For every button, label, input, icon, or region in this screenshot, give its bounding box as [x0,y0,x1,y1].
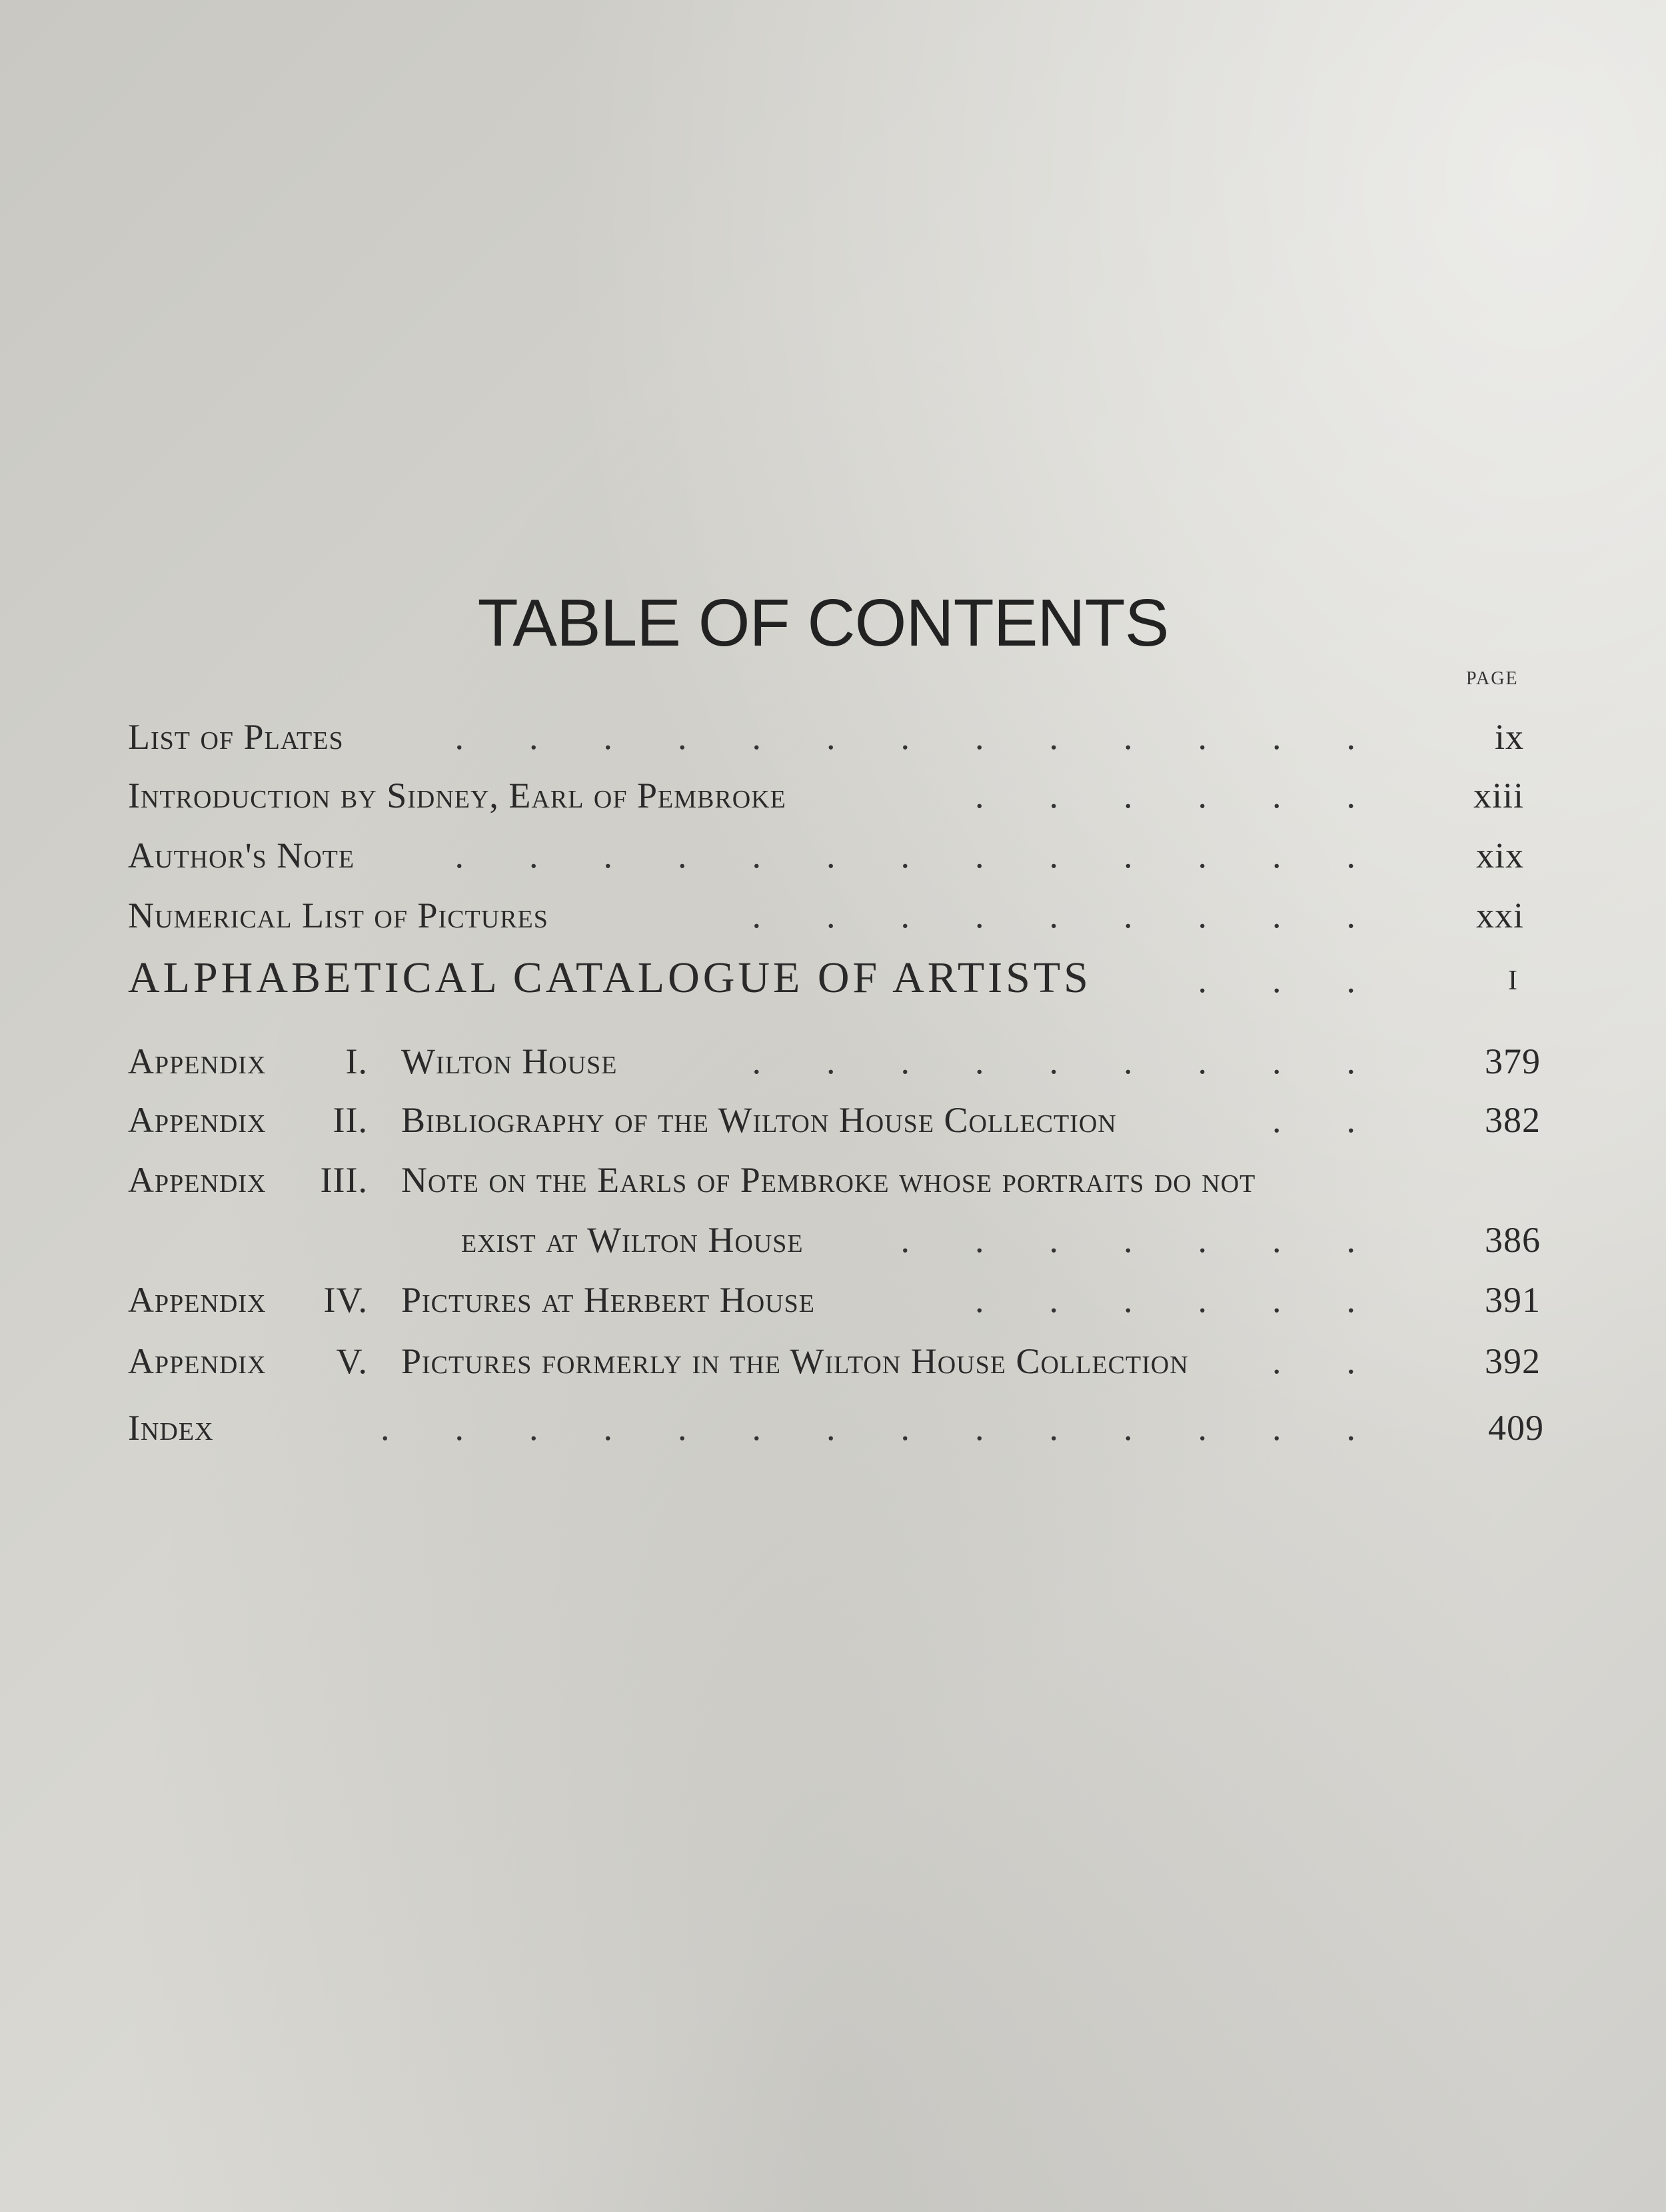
appendix-prefix: Appendix [128,1041,267,1081]
toc-entry-page: ix [1494,717,1524,757]
toc-entry-label: Author's Note [128,835,355,875]
toc-entry-page: 392 [1485,1341,1541,1381]
toc-appendix-i[interactable] [128,1041,1541,1094]
toc-entry-numerical-list[interactable] [128,895,1541,948]
appendix-title: Bibliography of the Wilton House Collection [401,1100,1117,1140]
dot-leader: .. [1272,1341,1421,1381]
toc-entry-page: xxi [1475,895,1524,935]
dot-leader: ....... [900,1220,1421,1260]
appendix-numeral: I. [345,1041,368,1081]
appendix-numeral: IV. [323,1280,368,1320]
dot-leader: ......... [752,895,1421,935]
toc-appendix-iv[interactable] [128,1279,1541,1333]
appendix-numeral: III. [320,1160,368,1200]
appendix-title: Pictures formerly in the Wilton House Collection [401,1341,1189,1381]
dot-leader: ......... [752,1041,1421,1081]
toc-entry-introduction[interactable] [128,775,1541,828]
toc-entry-page: 409 [1488,1408,1544,1448]
dot-leader: ............. [454,835,1421,875]
appendix-prefix: Appendix [128,1160,267,1200]
toc-appendix-ii[interactable] [128,1099,1541,1153]
appendix-title-continuation: exist at Wilton House [461,1220,804,1260]
dot-leader: ... [1198,960,1421,1000]
appendix-prefix: Appendix [128,1100,267,1140]
appendix-title: Wilton House [401,1041,618,1081]
appendix-numeral: II. [333,1100,368,1140]
toc-entry-page: 386 [1485,1220,1541,1260]
appendix-prefix: Appendix [128,1280,267,1320]
appendix-title: Note on the Earls of Pembroke whose portraits do not [401,1160,1256,1200]
toc-entry-label: Index [128,1408,214,1448]
toc-appendix-iii[interactable] [128,1159,1541,1213]
toc-appendix-v[interactable] [128,1341,1541,1394]
dot-leader: .............. [381,1408,1421,1448]
toc-entry-page: 391 [1485,1280,1541,1320]
toc-entry-index[interactable] [128,1407,1544,1460]
toc-entry-page: I [1508,965,1521,996]
toc-entry-alphabetical-catalogue[interactable] [128,953,1541,1019]
toc-entry-label: ALPHABETICAL CATALOGUE OF ARTISTS [128,953,1092,1002]
toc-entry-label: Introduction by Sidney, Earl of Pembroke [128,776,786,816]
dot-leader: ...... [975,776,1421,816]
dot-leader: ............. [454,717,1421,757]
toc-entry-list-of-plates[interactable] [128,716,1541,770]
appendix-prefix: Appendix [128,1341,267,1381]
toc-entry-label: List of Plates [128,717,344,757]
toc-appendix-iii-continuation[interactable] [128,1219,1541,1273]
toc-entry-label: Numerical List of Pictures [128,895,548,935]
toc-entry-authors-note[interactable] [128,835,1541,888]
toc-entry-page: 379 [1485,1041,1541,1081]
page-title: TABLE OF CONTENTS [477,586,1169,660]
appendix-title: Pictures at Herbert House [401,1280,815,1320]
toc-entry-page: 382 [1485,1100,1541,1140]
dot-leader: ...... [975,1280,1421,1320]
dot-leader: .. [1272,1100,1421,1140]
toc-entry-page: xix [1475,835,1524,875]
appendix-numeral: V. [336,1341,368,1381]
page-column-label: PAGE [1466,668,1519,689]
toc-entry-page: xiii [1473,776,1524,816]
